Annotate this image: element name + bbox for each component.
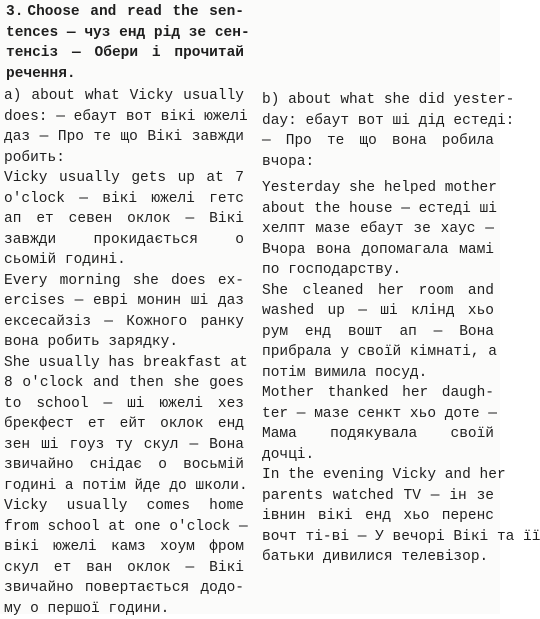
text-line: Мама подякувала своїй xyxy=(262,424,494,445)
section-b-intro xyxy=(262,90,494,172)
text-line: по господарству. xyxy=(262,260,494,281)
heading-line xyxy=(6,2,244,23)
text-line: Vicky usually gets up at 7 xyxy=(4,168,244,189)
text-line: b) about what she did yester- xyxy=(262,90,494,111)
text-line: Вчора вона допомагала мамі xyxy=(262,240,494,261)
text-line: му о першої години. xyxy=(4,599,244,619)
text-line: She usually has breakfast at xyxy=(4,353,244,374)
text-line: зен ші гоуз ту скул — Вона xyxy=(4,435,244,456)
text-line: o'clock — вікі южелі гетс xyxy=(4,189,244,210)
text-line: хелпт мазе ебаут зе хаус — xyxy=(262,219,494,240)
exercise-number: 3. xyxy=(6,2,23,23)
text-line: завжди прокидається о xyxy=(4,230,244,251)
text-line: батьки дивилися телевізор. xyxy=(262,547,494,568)
text-line: ексесайзіз — Кожного ранку xyxy=(4,312,244,333)
text-line: to school — ші южелі хез xyxy=(4,394,244,415)
text-line: ап ет севен оклок — Вікі xyxy=(4,209,244,230)
text-line: — Про те що вона робила xyxy=(262,131,494,152)
text-line: вікі южелі камз хоум фром xyxy=(4,537,244,558)
text-line: робить: xyxy=(4,148,244,169)
text-line: звичайно снідає о восьмій xyxy=(4,455,244,476)
paragraph xyxy=(4,353,244,497)
text-line: звичайно повертається додо- xyxy=(4,578,244,599)
text-line: Vicky usually comes home xyxy=(4,496,244,517)
paragraph xyxy=(4,271,244,353)
text-line: рум енд вошт ап — Вона xyxy=(262,322,494,343)
paragraph xyxy=(4,496,244,619)
text-line: годині а потім йде до школи. xyxy=(4,476,244,497)
paragraph xyxy=(262,465,494,568)
text-line: даз — Про те що Вікі завжди xyxy=(4,127,244,148)
text-line: about the house — естеді ші xyxy=(262,199,494,220)
text-line: ercises — еврі монин ші даз xyxy=(4,291,244,312)
text-line: скул ет ван оклок — Вікі xyxy=(4,558,244,579)
heading-line-text: Choose and read the sen- xyxy=(27,4,244,20)
section-a-intro xyxy=(4,86,244,168)
text-line: сьомій годині. xyxy=(4,250,244,271)
right-column xyxy=(262,90,494,568)
text-line: Yesterday she helped mother xyxy=(262,178,494,199)
text-line: потім вимила посуд. xyxy=(262,363,494,384)
text-line: washed up — ші клінд хьо xyxy=(262,301,494,322)
text-line: вчора: xyxy=(262,152,494,173)
text-line: Mother thanked her daugh- xyxy=(262,383,494,404)
text-line: ter — мазе сенкт хьо доте — xyxy=(262,404,494,425)
heading-line: речення. xyxy=(6,64,244,85)
text-line: day: ебаут вот ші дід естеді: xyxy=(262,111,494,132)
text-line: вона робить зарядку. xyxy=(4,332,244,353)
text-line: вочт ті-ві — У вечорі Вікі та її xyxy=(262,527,494,548)
text-line: івнин вікі енд хьо перенс xyxy=(262,506,494,527)
heading-line: tences — чуз енд рід зе сен- xyxy=(6,23,244,44)
heading-line: тенсіз — Обери і прочитай xyxy=(6,43,244,64)
text-line: In the evening Vicky and her xyxy=(262,465,494,486)
paragraph xyxy=(4,168,244,271)
text-line: a) about what Vicky usually xyxy=(4,86,244,107)
paragraph xyxy=(262,281,494,384)
paragraph xyxy=(262,383,494,465)
text-line: Every morning she does ex- xyxy=(4,271,244,292)
text-line: She cleaned her room and xyxy=(262,281,494,302)
text-line: from school at one o'clock — xyxy=(4,517,244,538)
exercise-heading xyxy=(6,2,244,84)
paragraph xyxy=(262,178,494,281)
text-line: брекфест ет ейт оклок енд xyxy=(4,414,244,435)
text-line: прибрала у своїй кімнаті, а xyxy=(262,342,494,363)
left-column xyxy=(4,86,244,619)
text-line: parents watched TV — ін зе xyxy=(262,486,494,507)
text-line: 8 o'clock and then she goes xyxy=(4,373,244,394)
text-line: does: — ебаут вот вікі южелі xyxy=(4,107,244,128)
text-line: дочці. xyxy=(262,445,494,466)
